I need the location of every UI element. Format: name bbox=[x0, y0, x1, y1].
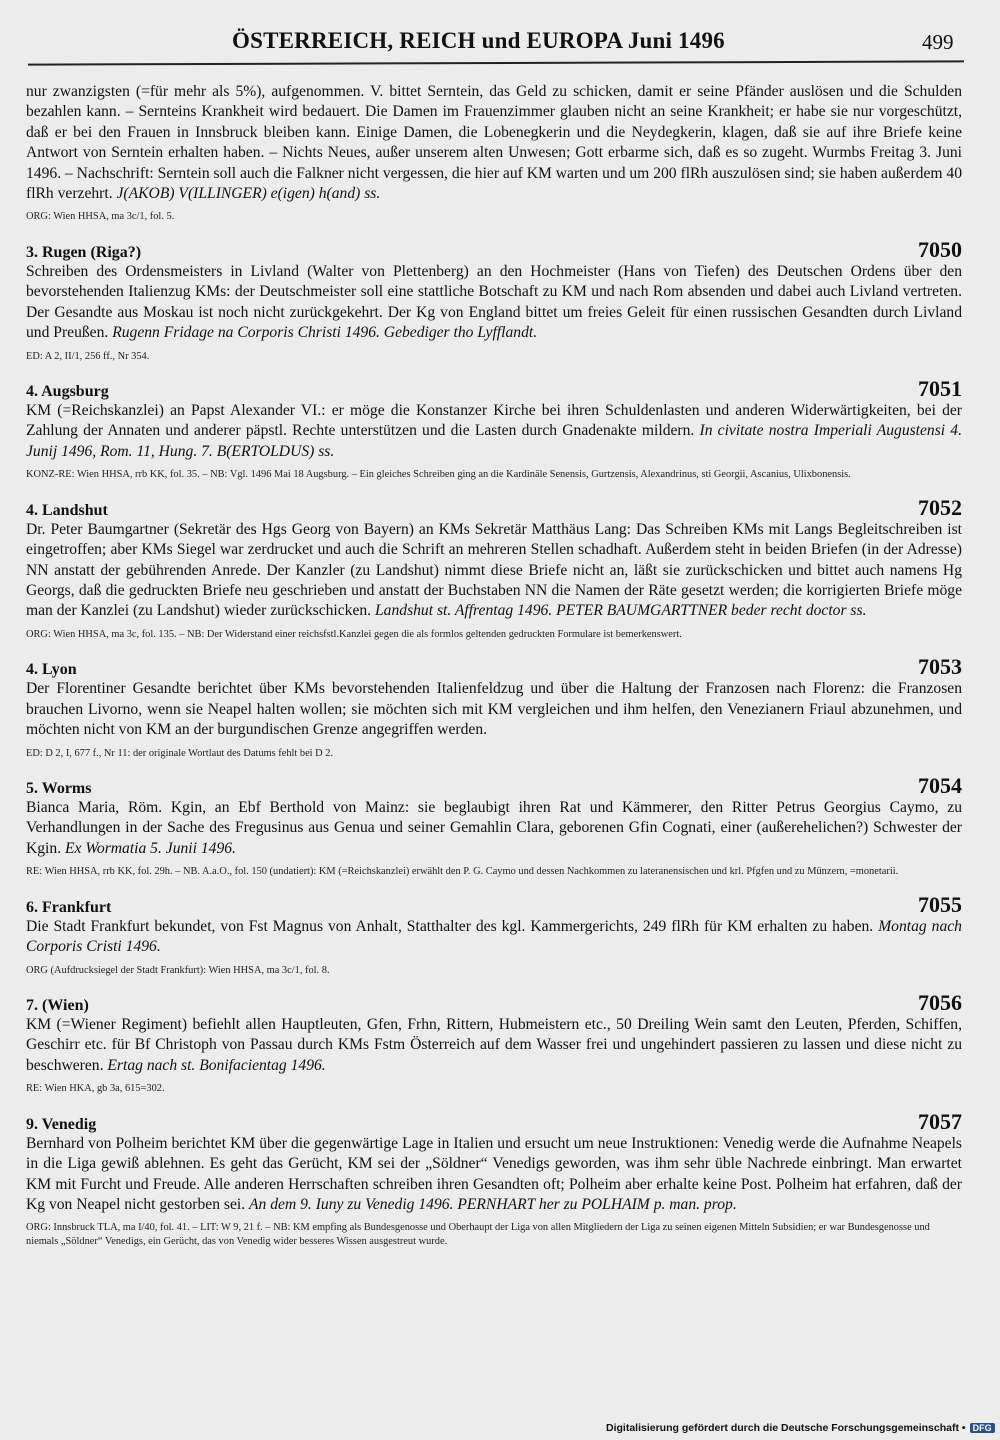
entry-text: Die Stadt Frankfurt bekundet, von Fst Magnus von Anhalt, Statthalter des kgl. Kammergerichts, 249 flRh für KM erhalten zu haben. Montag nach Corporis Cristi 1496. bbox=[26, 917, 962, 956]
entry-text: Bianca Maria, Röm. Kgin, an Ebf Berthold von Mainz: sie beglaubigt ihren Rat und Kämmerer, den Ritter Petrus Georgius Caymo, zu Verhandlungen in der Sache des Fregusinus aus Genua und seiner Gemahlin Clara, geborenen Gfin Cognati, einer (außerehelichen?) Schwester der Kgin. Ex Wormatia 5. Junii 1496. bbox=[26, 799, 962, 857]
entry-head bbox=[26, 989, 962, 1015]
entry-signature: Landshut st. Affrentag 1496. PETER BAUMGARTTNER beder recht doctor ss. bbox=[375, 602, 867, 620]
entry-text: Dr. Peter Baumgartner (Sekretär des Hgs Georg von Bayern) an KMs Sekretär Matthäus Lang: Das Schreiben KMs mit Langs Begleitschreiben ist eingetroffen; aber KMs Siegel war zerdrucket und auch die Schrift an mehreren Stellen schadhaft. Außerdem steht in beiden Briefen (in der Adresse) NN anstatt der gebührenden Anrede. Der Kanzler (zu Landshut) nimmt diese Briefe nicht an, läßt sie zurückschicken und bittet auch namens Hg Georgs, daß die gedruckten Briefe neu geschrieben und anstatt der Buchstaben NN die Namen der Räte gesetzt werden; die korrigierten Briefe möge man der Kanzlei (zu Landshut) wieder zurückschicken. Landshut st. Affrentag 1496. PETER BAUMGARTTNER beder recht doctor ss. bbox=[26, 520, 962, 620]
entry-7050 bbox=[26, 236, 962, 363]
entry-number: 7052 bbox=[918, 494, 962, 520]
intro-signature: J(AKOB) V(ILLINGER) e(igen) h(and) ss. bbox=[116, 185, 381, 203]
entry-place: 5. Worms bbox=[26, 780, 92, 798]
entry-text: Der Florentiner Gesandte berichtet über KMs bevorstehenden Italienfeldzug und über die Haltung der Franzosen nach Florenz: die Franzosen brauchen Livorno, wenn sie Neapel halten wollen; sie möchten sich mit KM vergleichen und ihm helfen, den Venezianern Friaul abzunehmen, und möchten nicht von KM an der burgundischen Grenze angegriffen werden. bbox=[26, 680, 962, 739]
entry-note: KONZ-RE: Wien HHSA, rrb KK, fol. 35. – NB: Vgl. 1496 Mai 18 Augsburg. – Ein gleiches Schreiben ging an die Kardinäle Senensis, Gurtzensis, Alexandrinus, sti Georgii, Ascanius, Ulixbonensis. bbox=[26, 469, 851, 481]
entry-place: 6. Frankfurt bbox=[26, 898, 112, 916]
entry-place: 9. Venedig bbox=[26, 1115, 97, 1133]
entry-place: 4. Landshut bbox=[26, 501, 108, 519]
footer-text: Digitalisierung gefördert durch die Deutsche Forschungsgemeinschaft • bbox=[606, 1422, 966, 1434]
entry-text: KM (=Reichskanzlei) an Papst Alexander VI.: er möge die Konstanzer Kirche bei ihren Schuldenlasten und anderen Widerwärtigkeiten, bei der Zahlung der Annaten und anderer päpstl. Rechte unterstützen und die Lasten durch Gnadenakte mildern. In civitate nostra Imperiali Augustensi 4. Junij 1496, Rom. 11, Hung. 7. B(ERTOLDUS) ss. bbox=[26, 402, 963, 460]
entry-number: 7057 bbox=[918, 1108, 962, 1134]
page-number: 499 bbox=[922, 30, 954, 54]
entry-7056 bbox=[26, 989, 962, 1096]
entry-7054 bbox=[26, 772, 962, 879]
entry-7057 bbox=[26, 1108, 962, 1249]
intro-block bbox=[26, 82, 962, 224]
entry-note: RE: Wien HHSA, rrb KK, fol. 29h. – NB. A.a.O., fol. 150 (undatiert): KM (=Reichskanzlei) erwählt den P. G. Caymo und dessen Nachkommen zu lateranensischen und krl. Pfgfen und zu Münzern, =monetarii. bbox=[26, 866, 899, 878]
entry-head bbox=[26, 375, 962, 401]
entry-number: 7051 bbox=[918, 376, 962, 402]
entry-head bbox=[26, 772, 962, 798]
entry-head bbox=[26, 494, 962, 520]
entry-signature: An dem 9. Iuny zu Venedig 1496. PERNHART her zu POLHAIM p. man. prop. bbox=[249, 1196, 737, 1213]
entry-text: Schreiben des Ordensmeisters in Livland (Walter von Plettenberg) an den Hochmeister (Hans von Tiefen) des Deutschen Ordens über den bevorstehenden Italienzug KMs: der Deutschmeister soll eine stattliche Botschaft zu KM und nach Rom absenden und dabei auch Livland vertreten. Der Gesandte aus Moskau ist noch nicht zurückgekehrt. Der Kg von England bittet um freies Geleit für einen russischen Gesandten durch Livland und Preußen. Rugenn Fridage na Corporis Christi 1496. Gebediger tho Lyfflandt. bbox=[26, 262, 962, 342]
entry-text: KM (=Wiener Regiment) befiehlt allen Hauptleuten, Gfen, Frhn, Rittern, Hubmeistern etc., 50 Dreiling Wein samt den Leuten, Pferden, Schiffen, Geschirr etc. für Bf Christoph von Passau durch KMs Fstm Österreich auf dem Wasser frei und ungehindert passieren zu lassen und diese nicht zu beschweren. Ertag nach st. Bonifacientag 1496. bbox=[26, 1016, 962, 1074]
entry-number: 7054 bbox=[918, 773, 962, 799]
entry-place: 3. Rugen (Riga?) bbox=[26, 243, 142, 261]
entry-signature: Ertag nach st. Bonifacientag 1496. bbox=[107, 1056, 326, 1074]
entry-note: RE: Wien HKA, gb 3a, 615=302. bbox=[26, 1083, 165, 1095]
entry-number: 7056 bbox=[918, 990, 962, 1016]
entry-number: 7053 bbox=[918, 654, 962, 680]
entry-7055 bbox=[26, 891, 962, 977]
entry-note: ORG: Wien HHSA, ma 3c, fol. 135. – NB: Der Widerstand einer reichsfstl.Kanzlei gegen die als formlos geltenden gedruckten Formulare ist bemerkenswert. bbox=[26, 628, 682, 640]
entry-head bbox=[26, 891, 962, 917]
entry-text: Bernhard von Polheim berichtet KM über die gegenwärtige Lage in Italien und ersucht um neue Instruktionen: Venedig werde die Aufnahme Neapels in die Liga gewiß ablehnen. Es geht das Gerücht, KM sei der „Söldner“ Venedigs geworden, was ihm sehr üble Nachrede einbringt. Man erwartet KM mit Furcht und Freude. Alle anderen Herrschaften schreiben ihren Gesandten oft; Polheim aber erhalte keine Post. Polheim hat erfahren, daß der Kg von Neapel nicht gestorben sei. An dem 9. Iuny zu Venedig 1496. PERNHART her zu POLHAIM p. man. prop. bbox=[26, 1134, 962, 1213]
intro-text: nur zwanzigsten (=für mehr als 5%), aufgenommen. V. bittet Serntein, das Geld zu schicken, damit er seine Pfänder auslösen und die Schulden bezahlen kann. – Sernteins Krankheit wird bedauert. Die Damen im Frauenzimmer glauben nicht an seine Krankheit; er habe sie nur vorgeschützt, daß er bei den Frauen in Innsbruck bleiben kann. Einige Damen, die Lobenegkerin und die Neydegkerin, klagen, daß sie auf ihre Briefe keine Antwort von Serntein erhalten haben. – Nichts Neues, außer unserem alten Unwesen; Gott erbarme sich, daß es so zugeht. Wurmbs Freitag 3. Juni 1496. – Nachschrift: Serntein soll auch die Falkner nicht vergessen, die hier auf KM warten und um 200 flRh auszulösen sind; sie haben außerdem 40 flRh verzehrt. J(AKOB) V(ILLINGER) e(igen) h(and) ss. bbox=[26, 83, 962, 203]
entry-signature: In civitate nostra Imperiali Augustensi 4. Junij 1496, Rom. 11, Hung. 7. B(ERTOLDUS) ss. bbox=[26, 422, 963, 460]
page-content bbox=[26, 82, 962, 1248]
entry-note: ED: A 2, II/1, 256 ff., Nr 354. bbox=[26, 350, 150, 362]
entry-number: 7050 bbox=[918, 236, 962, 262]
entry-place: 4. Augsburg bbox=[26, 383, 109, 401]
entry-note: ORG: Innsbruck TLA, ma I/40, fol. 41. – LIT: W 9, 21 f. – NB: KM empfing als Bundesgenosse und Oberhaupt der Liga von allen Mitgliedern der Liga zu seinen eigenen Mitteln Subsidien; er war Bundesgenosse und niemals „Söldner“ Venedigs, ein Gerücht, das von Venedig wider besseres Wissen ausgestreut wurde. bbox=[26, 1222, 930, 1247]
entry-number: 7055 bbox=[918, 891, 962, 917]
entry-7051 bbox=[26, 375, 962, 482]
entry-head bbox=[26, 236, 962, 262]
entry-signature: Rugenn Fridage na Corporis Christi 1496. Gebediger tho Lyfflandt. bbox=[112, 324, 538, 342]
dfg-logo-icon: DFG bbox=[970, 1423, 995, 1433]
entry-7052 bbox=[26, 494, 962, 642]
running-title: ÖSTERREICH, REICH und EUROPA Juni 1496 bbox=[232, 28, 725, 53]
page-header bbox=[0, 22, 1000, 62]
entry-note: ORG (Aufdrucksiegel der Stadt Frankfurt): Wien HHSA, ma 3c/1, fol. 8. bbox=[26, 964, 330, 976]
entry-signature: Montag nach Corporis Cristi 1496. bbox=[26, 917, 962, 956]
entry-7053 bbox=[26, 653, 962, 760]
entry-place: 7. (Wien) bbox=[26, 997, 89, 1015]
entry-head bbox=[26, 653, 962, 679]
entry-place: 4. Lyon bbox=[26, 661, 77, 679]
intro-note: ORG: Wien HHSA, ma 3c/1, fol. 5. bbox=[26, 211, 175, 223]
header-rule bbox=[28, 60, 964, 65]
footer-credit bbox=[606, 1422, 995, 1434]
entry-note: ED: D 2, I, 677 f., Nr 11: der originale Wortlaut des Datums fehlt bei D 2. bbox=[26, 747, 334, 759]
entry-head bbox=[26, 1108, 962, 1134]
entry-signature: Ex Wormatia 5. Junii 1496. bbox=[65, 839, 236, 857]
